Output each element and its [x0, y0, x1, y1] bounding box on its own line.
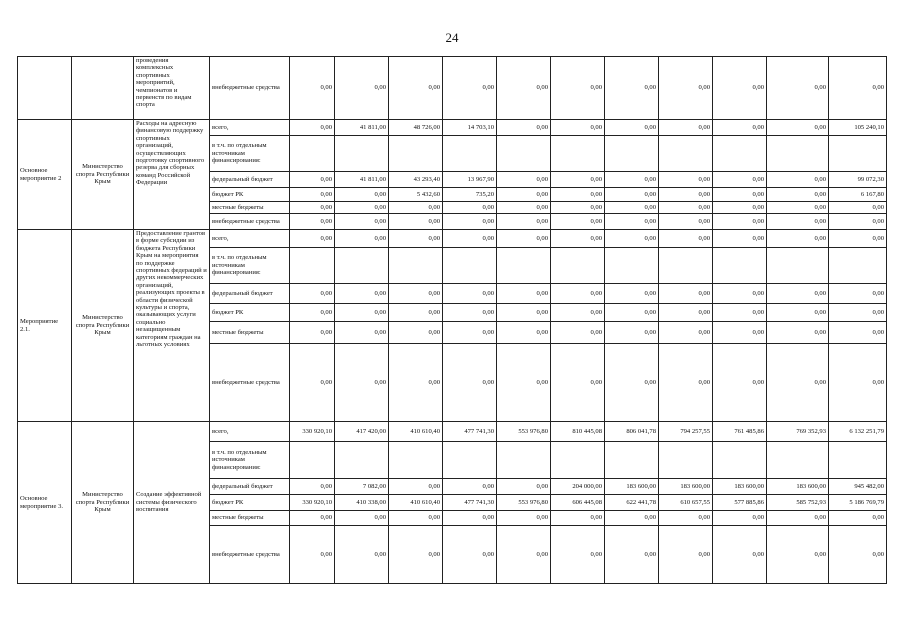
amount-cell: 0,00 — [659, 214, 713, 230]
amount-cell: 0,00 — [605, 511, 659, 526]
amount-cell — [767, 248, 829, 284]
amount-cell: 0,00 — [497, 120, 551, 136]
amount-cell — [605, 442, 659, 479]
amount-cell: 0,00 — [443, 322, 497, 344]
amount-cell: 0,00 — [713, 230, 767, 248]
amount-cell — [829, 442, 887, 479]
amount-cell: 0,00 — [335, 322, 389, 344]
amount-cell: 330 920,10 — [290, 422, 335, 442]
amount-cell — [497, 442, 551, 479]
amount-cell: 0,00 — [443, 230, 497, 248]
amount-cell: 6 132 251,79 — [829, 422, 887, 442]
amount-cell: 794 257,55 — [659, 422, 713, 442]
amount-cell: 0,00 — [659, 202, 713, 214]
amount-cell: 43 293,40 — [389, 172, 443, 188]
amount-cell: 735,20 — [443, 188, 497, 202]
amount-cell — [389, 136, 443, 172]
amount-cell: 0,00 — [389, 304, 443, 322]
funding-source-cell: местные бюджеты — [210, 202, 290, 214]
description-cell: Предоставление грантов в форме субсидии из бюджета Республики Крым на мероприятия по поддержке спортивных федераций и других некоммерческих организаций, реализующих проекты в области физической культуры и спорта, оказывающих услуги социально незащищенным категориям граждан на льготных условиях — [134, 230, 210, 422]
amount-cell: 0,00 — [389, 511, 443, 526]
amount-cell: 0,00 — [443, 304, 497, 322]
amount-cell — [713, 136, 767, 172]
amount-cell: 0,00 — [605, 526, 659, 584]
amount-cell: 0,00 — [605, 214, 659, 230]
executor-cell — [72, 57, 134, 120]
table-row — [18, 120, 887, 136]
amount-cell: 0,00 — [659, 120, 713, 136]
amount-cell: 0,00 — [335, 214, 389, 230]
amount-cell: 810 445,08 — [551, 422, 605, 442]
measure-name-cell: Мероприятие 2.1. — [18, 230, 72, 422]
amount-cell: 0,00 — [443, 57, 497, 120]
amount-cell: 41 811,00 — [335, 120, 389, 136]
amount-cell: 0,00 — [335, 344, 389, 422]
amount-cell: 0,00 — [290, 188, 335, 202]
amount-cell: 0,00 — [335, 284, 389, 304]
amount-cell: 410 610,40 — [389, 495, 443, 511]
table-row — [18, 57, 887, 120]
amount-cell: 0,00 — [335, 526, 389, 584]
amount-cell: 0,00 — [290, 57, 335, 120]
amount-cell: 0,00 — [497, 188, 551, 202]
amount-cell: 0,00 — [767, 120, 829, 136]
amount-cell: 0,00 — [767, 526, 829, 584]
amount-cell: 99 072,30 — [829, 172, 887, 188]
amount-cell: 0,00 — [713, 120, 767, 136]
amount-cell — [389, 248, 443, 284]
funding-source-cell: бюджет РК — [210, 304, 290, 322]
amount-cell: 0,00 — [713, 526, 767, 584]
measure-name-cell: Основное мероприятие 2 — [18, 120, 72, 230]
amount-cell: 0,00 — [551, 202, 605, 214]
amount-cell — [443, 442, 497, 479]
amount-cell — [290, 442, 335, 479]
amount-cell: 0,00 — [389, 322, 443, 344]
amount-cell: 41 811,00 — [335, 172, 389, 188]
amount-cell: 0,00 — [713, 511, 767, 526]
amount-cell: 0,00 — [497, 526, 551, 584]
executor-cell: Министерство спорта Республики Крым — [72, 230, 134, 422]
amount-cell: 0,00 — [713, 304, 767, 322]
amount-cell: 0,00 — [767, 284, 829, 304]
amount-cell: 0,00 — [829, 322, 887, 344]
amount-cell: 0,00 — [659, 57, 713, 120]
amount-cell: 0,00 — [551, 57, 605, 120]
amount-cell: 183 600,00 — [713, 479, 767, 495]
amount-cell: 0,00 — [551, 344, 605, 422]
amount-cell: 0,00 — [290, 202, 335, 214]
amount-cell: 0,00 — [659, 172, 713, 188]
amount-cell: 606 445,08 — [551, 495, 605, 511]
amount-cell: 0,00 — [551, 322, 605, 344]
amount-cell: 0,00 — [290, 230, 335, 248]
amount-cell: 553 976,80 — [497, 422, 551, 442]
amount-cell: 0,00 — [443, 479, 497, 495]
amount-cell: 48 726,00 — [389, 120, 443, 136]
funding-source-cell: в т.ч. по отдельным источникам финансирования: — [210, 248, 290, 284]
amount-cell: 806 041,78 — [605, 422, 659, 442]
table-row — [18, 230, 887, 248]
amount-cell: 0,00 — [767, 511, 829, 526]
amount-cell: 553 976,80 — [497, 495, 551, 511]
amount-cell — [497, 248, 551, 284]
amount-cell: 0,00 — [829, 230, 887, 248]
amount-cell: 0,00 — [713, 344, 767, 422]
amount-cell: 0,00 — [389, 284, 443, 304]
amount-cell: 0,00 — [829, 214, 887, 230]
amount-cell: 0,00 — [389, 344, 443, 422]
amount-cell — [389, 442, 443, 479]
amount-cell: 0,00 — [497, 344, 551, 422]
amount-cell: 761 485,86 — [713, 422, 767, 442]
amount-cell: 0,00 — [551, 526, 605, 584]
table-row — [18, 422, 887, 442]
amount-cell — [551, 136, 605, 172]
amount-cell: 0,00 — [605, 120, 659, 136]
amount-cell: 417 420,00 — [335, 422, 389, 442]
amount-cell: 0,00 — [551, 304, 605, 322]
amount-cell: 0,00 — [605, 188, 659, 202]
amount-cell: 183 600,00 — [605, 479, 659, 495]
amount-cell: 13 967,90 — [443, 172, 497, 188]
amount-cell: 5 432,60 — [389, 188, 443, 202]
funding-source-cell: в т.ч. по отдельным источникам финансирования: — [210, 442, 290, 479]
funding-source-cell: в т.ч. по отдельным источникам финансирования: — [210, 136, 290, 172]
amount-cell: 0,00 — [659, 526, 713, 584]
amount-cell — [605, 248, 659, 284]
executor-cell: Министерство спорта Республики Крым — [72, 120, 134, 230]
amount-cell: 330 920,10 — [290, 495, 335, 511]
amount-cell: 0,00 — [767, 214, 829, 230]
funding-source-cell: внебюджетные средства — [210, 214, 290, 230]
amount-cell — [335, 248, 389, 284]
amount-cell: 5 186 769,79 — [829, 495, 887, 511]
amount-cell: 0,00 — [443, 214, 497, 230]
amount-cell — [335, 136, 389, 172]
amount-cell: 0,00 — [389, 214, 443, 230]
amount-cell: 0,00 — [443, 284, 497, 304]
amount-cell: 410 338,00 — [335, 495, 389, 511]
amount-cell: 0,00 — [551, 172, 605, 188]
amount-cell: 0,00 — [497, 304, 551, 322]
measure-name-cell — [18, 57, 72, 120]
amount-cell: 610 657,55 — [659, 495, 713, 511]
amount-cell: 0,00 — [829, 202, 887, 214]
funding-source-cell: внебюджетные средства — [210, 57, 290, 120]
funding-source-cell: всего, — [210, 120, 290, 136]
amount-cell: 0,00 — [335, 57, 389, 120]
description-cell: проведения комплексных спортивных мероприятий, чемпионатов и первенств по видам спорта — [134, 57, 210, 120]
amount-cell: 0,00 — [605, 304, 659, 322]
amount-cell: 0,00 — [551, 120, 605, 136]
amount-cell: 0,00 — [497, 322, 551, 344]
amount-cell: 0,00 — [829, 57, 887, 120]
amount-cell: 0,00 — [713, 322, 767, 344]
amount-cell — [659, 136, 713, 172]
amount-cell: 0,00 — [659, 322, 713, 344]
amount-cell — [659, 442, 713, 479]
amount-cell: 0,00 — [290, 284, 335, 304]
amount-cell: 0,00 — [605, 172, 659, 188]
amount-cell: 14 703,10 — [443, 120, 497, 136]
amount-cell — [497, 136, 551, 172]
amount-cell: 0,00 — [767, 57, 829, 120]
page-number: 24 — [445, 30, 459, 45]
amount-cell — [290, 136, 335, 172]
amount-cell: 0,00 — [767, 344, 829, 422]
amount-cell: 183 600,00 — [659, 479, 713, 495]
funding-source-cell: внебюджетные средства — [210, 344, 290, 422]
amount-cell: 0,00 — [713, 172, 767, 188]
amount-cell: 577 885,86 — [713, 495, 767, 511]
amount-cell: 0,00 — [767, 230, 829, 248]
amount-cell: 0,00 — [290, 511, 335, 526]
amount-cell: 410 610,40 — [389, 422, 443, 442]
amount-cell: 0,00 — [605, 230, 659, 248]
funding-source-cell: федеральный бюджет — [210, 284, 290, 304]
amount-cell: 6 167,80 — [829, 188, 887, 202]
amount-cell: 0,00 — [605, 322, 659, 344]
amount-cell: 477 741,30 — [443, 495, 497, 511]
amount-cell: 0,00 — [767, 304, 829, 322]
amount-cell: 204 000,00 — [551, 479, 605, 495]
amount-cell: 0,00 — [290, 172, 335, 188]
executor-cell: Министерство спорта Республики Крым — [72, 422, 134, 584]
amount-cell: 0,00 — [497, 479, 551, 495]
amount-cell: 0,00 — [713, 188, 767, 202]
amount-cell: 0,00 — [605, 57, 659, 120]
amount-cell: 0,00 — [605, 344, 659, 422]
amount-cell: 0,00 — [767, 172, 829, 188]
amount-cell: 183 600,00 — [767, 479, 829, 495]
amount-cell: 0,00 — [767, 188, 829, 202]
amount-cell: 477 741,30 — [443, 422, 497, 442]
amount-cell: 0,00 — [767, 202, 829, 214]
amount-cell: 0,00 — [605, 284, 659, 304]
measure-name-cell: Основное мероприятие 3. — [18, 422, 72, 584]
amount-cell — [713, 248, 767, 284]
amount-cell: 0,00 — [659, 304, 713, 322]
amount-cell: 0,00 — [443, 202, 497, 214]
funding-source-cell: местные бюджеты — [210, 511, 290, 526]
amount-cell: 0,00 — [767, 322, 829, 344]
amount-cell — [713, 442, 767, 479]
amount-cell: 0,00 — [497, 230, 551, 248]
amount-cell: 0,00 — [713, 214, 767, 230]
amount-cell: 585 752,93 — [767, 495, 829, 511]
description-cell: Расходы на адресную финансовую поддержку спортивных организаций, осуществляющих подготовку спортивного резерва для сборных команд Российской Федерации — [134, 120, 210, 230]
funding-source-cell: местные бюджеты — [210, 322, 290, 344]
amount-cell — [443, 248, 497, 284]
amount-cell: 0,00 — [335, 304, 389, 322]
amount-cell: 0,00 — [335, 202, 389, 214]
description-cell: Создание эффективной системы физического воспитания — [134, 422, 210, 584]
amount-cell — [659, 248, 713, 284]
funding-source-cell: всего, — [210, 230, 290, 248]
amount-cell: 0,00 — [829, 284, 887, 304]
amount-cell: 769 352,93 — [767, 422, 829, 442]
amount-cell: 0,00 — [290, 479, 335, 495]
amount-cell — [767, 442, 829, 479]
amount-cell — [829, 136, 887, 172]
amount-cell — [767, 136, 829, 172]
funding-source-cell: федеральный бюджет — [210, 172, 290, 188]
amount-cell: 7 082,00 — [335, 479, 389, 495]
funding-source-cell: всего, — [210, 422, 290, 442]
amount-cell: 0,00 — [829, 511, 887, 526]
funding-source-cell: бюджет РК — [210, 188, 290, 202]
amount-cell: 0,00 — [497, 284, 551, 304]
amount-cell: 0,00 — [389, 230, 443, 248]
amount-cell — [551, 442, 605, 479]
amount-cell: 0,00 — [497, 172, 551, 188]
amount-cell — [829, 248, 887, 284]
amount-cell: 0,00 — [829, 344, 887, 422]
funding-source-cell: внебюджетные средства — [210, 526, 290, 584]
amount-cell — [443, 136, 497, 172]
amount-cell: 0,00 — [290, 304, 335, 322]
amount-cell: 945 482,00 — [829, 479, 887, 495]
amount-cell: 0,00 — [443, 526, 497, 584]
amount-cell: 0,00 — [713, 202, 767, 214]
amount-cell: 105 240,10 — [829, 120, 887, 136]
amount-cell: 0,00 — [659, 344, 713, 422]
amount-cell: 0,00 — [389, 202, 443, 214]
amount-cell: 0,00 — [605, 202, 659, 214]
funding-source-cell: федеральный бюджет — [210, 479, 290, 495]
amount-cell: 0,00 — [551, 511, 605, 526]
amount-cell: 0,00 — [713, 57, 767, 120]
amount-cell: 0,00 — [443, 511, 497, 526]
amount-cell: 0,00 — [335, 188, 389, 202]
amount-cell: 0,00 — [335, 230, 389, 248]
amount-cell: 0,00 — [443, 344, 497, 422]
amount-cell: 0,00 — [551, 214, 605, 230]
amount-cell: 0,00 — [659, 230, 713, 248]
amount-cell: 0,00 — [290, 344, 335, 422]
amount-cell: 0,00 — [659, 284, 713, 304]
amount-cell: 0,00 — [551, 284, 605, 304]
amount-cell: 0,00 — [389, 57, 443, 120]
amount-cell: 622 441,78 — [605, 495, 659, 511]
amount-cell: 0,00 — [659, 511, 713, 526]
amount-cell — [335, 442, 389, 479]
amount-cell: 0,00 — [290, 214, 335, 230]
amount-cell: 0,00 — [290, 120, 335, 136]
amount-cell: 0,00 — [389, 479, 443, 495]
amount-cell: 0,00 — [497, 214, 551, 230]
budget-table — [17, 56, 887, 584]
amount-cell: 0,00 — [497, 57, 551, 120]
amount-cell: 0,00 — [829, 526, 887, 584]
amount-cell: 0,00 — [497, 511, 551, 526]
amount-cell: 0,00 — [290, 526, 335, 584]
amount-cell: 0,00 — [829, 304, 887, 322]
amount-cell: 0,00 — [497, 202, 551, 214]
amount-cell — [605, 136, 659, 172]
amount-cell: 0,00 — [659, 188, 713, 202]
amount-cell — [290, 248, 335, 284]
amount-cell: 0,00 — [551, 230, 605, 248]
amount-cell — [551, 248, 605, 284]
amount-cell: 0,00 — [290, 322, 335, 344]
amount-cell: 0,00 — [389, 526, 443, 584]
funding-source-cell: бюджет РК — [210, 495, 290, 511]
amount-cell: 0,00 — [551, 188, 605, 202]
amount-cell: 0,00 — [335, 511, 389, 526]
amount-cell: 0,00 — [713, 284, 767, 304]
